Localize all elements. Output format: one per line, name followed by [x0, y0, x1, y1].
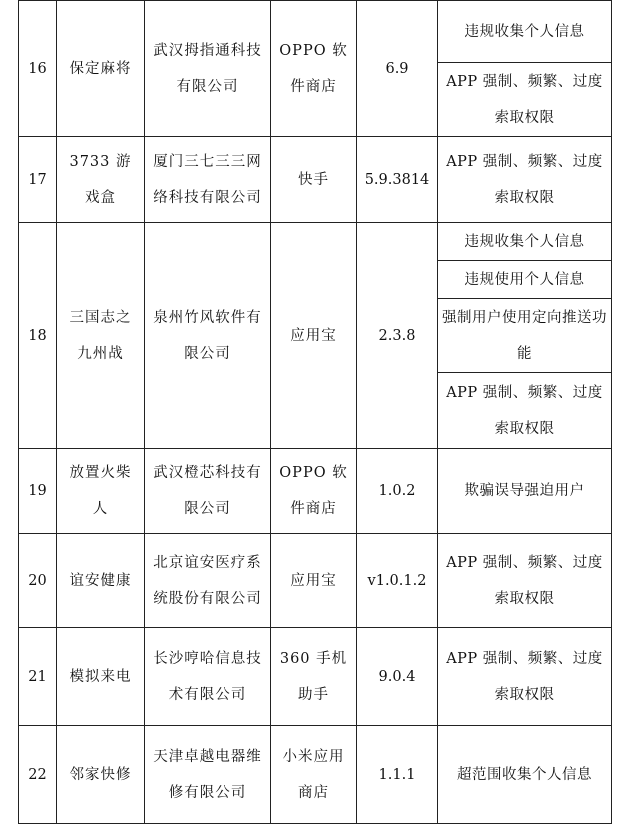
table-row: [19, 449, 612, 534]
app-name: 谊安健康: [57, 534, 145, 628]
violation-item: 违规收集个人信息: [438, 1, 612, 63]
table-row: [19, 223, 612, 261]
violation-item: 违规使用个人信息: [438, 261, 612, 299]
row-number: 21: [19, 628, 57, 726]
company-name: 厦门三七三三网络科技有限公司: [145, 137, 271, 223]
table-row: [19, 137, 612, 223]
app-store: 360 手机助手: [271, 628, 357, 726]
violation-item: 超范围收集个人信息: [438, 726, 612, 824]
app-name: 模拟来电: [57, 628, 145, 726]
app-violation-table: [18, 0, 612, 824]
company-name: 北京谊安医疗系统股份有限公司: [145, 534, 271, 628]
app-name: 保定麻将: [57, 1, 145, 137]
app-version: v1.0.1.2: [357, 534, 438, 628]
table-row: [19, 726, 612, 824]
company-name: 天津卓越电器维修有限公司: [145, 726, 271, 824]
app-version: 6.9: [357, 1, 438, 137]
app-name: 3733 游戏盒: [57, 137, 145, 223]
row-number: 17: [19, 137, 57, 223]
row-number: 16: [19, 1, 57, 137]
app-store: OPPO 软件商店: [271, 449, 357, 534]
app-store: 应用宝: [271, 223, 357, 449]
violation-item: 违规收集个人信息: [438, 223, 612, 261]
company-name: 武汉橙芯科技有限公司: [145, 449, 271, 534]
violation-item: 欺骗误导强迫用户: [438, 449, 612, 534]
company-name: 武汉拇指通科技有限公司: [145, 1, 271, 137]
company-name: 泉州竹风软件有限公司: [145, 223, 271, 449]
violation-item: APP 强制、频繁、过度索取权限: [438, 137, 612, 223]
violation-item: APP 强制、频繁、过度索取权限: [438, 628, 612, 726]
app-name: 放置火柴人: [57, 449, 145, 534]
row-number: 20: [19, 534, 57, 628]
app-name: 邻家快修: [57, 726, 145, 824]
app-store: 应用宝: [271, 534, 357, 628]
violation-item: 强制用户使用定向推送功能: [438, 299, 612, 373]
app-store: 快手: [271, 137, 357, 223]
app-store: 小米应用商店: [271, 726, 357, 824]
company-name: 长沙哼哈信息技术有限公司: [145, 628, 271, 726]
violation-item: APP 强制、频繁、过度索取权限: [438, 534, 612, 628]
table-row: [19, 534, 612, 628]
violation-item: APP 强制、频繁、过度索取权限: [438, 63, 612, 137]
app-version: 9.0.4: [357, 628, 438, 726]
table-row: [19, 1, 612, 63]
app-version: 2.3.8: [357, 223, 438, 449]
row-number: 18: [19, 223, 57, 449]
app-version: 1.0.2: [357, 449, 438, 534]
violation-item: APP 强制、频繁、过度索取权限: [438, 373, 612, 449]
table-row: [19, 628, 612, 726]
app-store: OPPO 软件商店: [271, 1, 357, 137]
app-name: 三国志之九州战: [57, 223, 145, 449]
app-version: 5.9.3814: [357, 137, 438, 223]
app-version: 1.1.1: [357, 726, 438, 824]
row-number: 22: [19, 726, 57, 824]
row-number: 19: [19, 449, 57, 534]
